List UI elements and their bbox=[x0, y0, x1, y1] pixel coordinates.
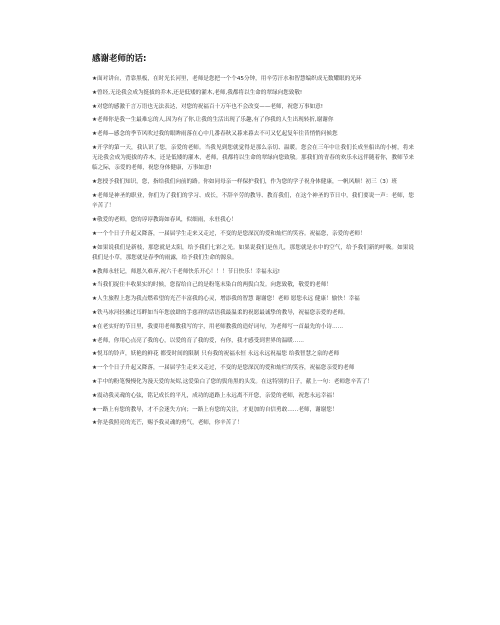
list-item: ★一个个日子升起又降落，一届届学生走来又走过，不变的是您深沉的爱和灿烂的笑容，祝福您亲爱的老师 bbox=[92, 365, 355, 372]
list-item: ★教师永驻记，师恩久难弃,祝六千老师快乐开心！！！节日快乐！幸福永远! bbox=[92, 268, 281, 275]
list-item: ★老师，你用心点亮了我的心，以爱的育了我的爱，有你，我才感受到世界的温暖…… bbox=[92, 337, 304, 344]
list-item: ★在老实好的节日里，我要用老师教我写的字，用老师教我的造好词句，为老师写一首最先的小诗…… bbox=[92, 323, 344, 330]
list-item: ★手中的粉笔慢慢化为漫天爱的灰烬,这爱染白了您的鬓角黑的头发。在这特别的日子，献上一句：老师您辛苦了！ bbox=[92, 378, 373, 385]
list-item: ★对您的感激千言万语也无法表达，对您的祝福百十万年也不会改变——老师，祝您万事如意! bbox=[92, 103, 324, 110]
list-item: ★震动我灵魂的心弦，铭记成长的平凡，成功的道路上永远离不开您，亲爱的老师，祝您永远幸福！ bbox=[92, 392, 338, 399]
list-item: ★你是我照亮的光芒，赐予我灵魂的勇气，老师，你辛苦了！ bbox=[92, 420, 243, 427]
list-item: ★开学的第一天，我认识了您，亲爱的老师。当我见到您就觉得是那么亲切、温暖。您会在三年中让我们长成坐船出的小树，将来无论我会成为挺拔的乔木，还是低矮的灌木，老师，我都将以生命的翠绿向您致敬。那我们的青春的欢乐永远伴随着你，教师节来临之际，亲爱的老师，祝您身体健康，万事如意! bbox=[92, 144, 414, 172]
list-item: ★人生旅程上您为我点燃希望的光芒丰富我的心灵，增添我的智慧 谢谢您！老师 愿您永远 健康！愉快！幸福 bbox=[92, 296, 360, 303]
list-item: ★当我们捉住丰收果实的时候，您留给自己的是粉笔末染白的两鬓白发。向您致敬，敬爱的老师！ bbox=[92, 282, 332, 289]
list-item: ★一路上有您的教导，才不会迷失方向；一路上有您的关注，才更加的自信勇敢……老师，谢谢您！ bbox=[92, 406, 338, 413]
list-item: ★铁马冰河轻拂过耳畔如当年您放肆的手慈祥的话语我最温柔的祝愿最诚挚的教导，祝福您亲爱的老师。 bbox=[92, 309, 349, 316]
list-item: ★老师你是我一生最难忘的人,因为有了你,让我的生活出现了乐趣,有了你我的人生出现转折,谢谢你 bbox=[92, 117, 334, 124]
list-item: ★一个个日子升起又降落，一届届学生走来又走过，不变的是您深沉的爱和灿烂的笑容。祝福您，亲爱的老师！ bbox=[92, 230, 366, 237]
list-item: ★悦耳的铃声，妖艳的鲜花 都受时间的限制 只有我的祝福永恒 永远永远祝福您 给我智慧之泉的老师 bbox=[92, 351, 340, 358]
list-item: ★敬爱的老师，您的谆谆教诲如春风，似细雨，永驻我心！ bbox=[92, 216, 237, 223]
list-item: ★如果说我们是新枝，那您就是太阳，给予我们七彩之光。如果说我们是鱼儿，那您就是水中的空气，给予我们新的呼吸。如果说我们是小草，那您就是春季的雨露，给予我们生命的源泉。 bbox=[92, 244, 414, 261]
list-item: ★曾经,无论我会成为挺拔的乔木,还是低矮的灌木,老师,我都将以生命的翠绿向您致敬! bbox=[92, 89, 303, 96]
list-item: ★面对讲台，背靠黑板，在时光长河里，老师是您把一个个45分钟，用辛劳汗水和智慧编织成无数耀眼的光环 bbox=[92, 76, 362, 82]
list-item: ★老师—感念的季节风吹过我的眼眸雨落在心中几番春秋又暮来暮去不可又忆起复年往昔悄悄问候您 bbox=[92, 131, 338, 138]
page-title: 感谢老师的话: bbox=[92, 54, 147, 64]
list-item: ★老师是神圣的职业，你们为了我们的学习、成长，不辞辛劳的教导、教育我们，在这个神圣的节日中，我们要说一声：老师，您辛苦了！ bbox=[92, 192, 414, 210]
list-item: ★您授予我们知识，您，指给我们向前的路。你如同母亲一样保护我们，作为您的学子祝身体健康，一帆风顺！初三（3）班 bbox=[92, 179, 398, 186]
